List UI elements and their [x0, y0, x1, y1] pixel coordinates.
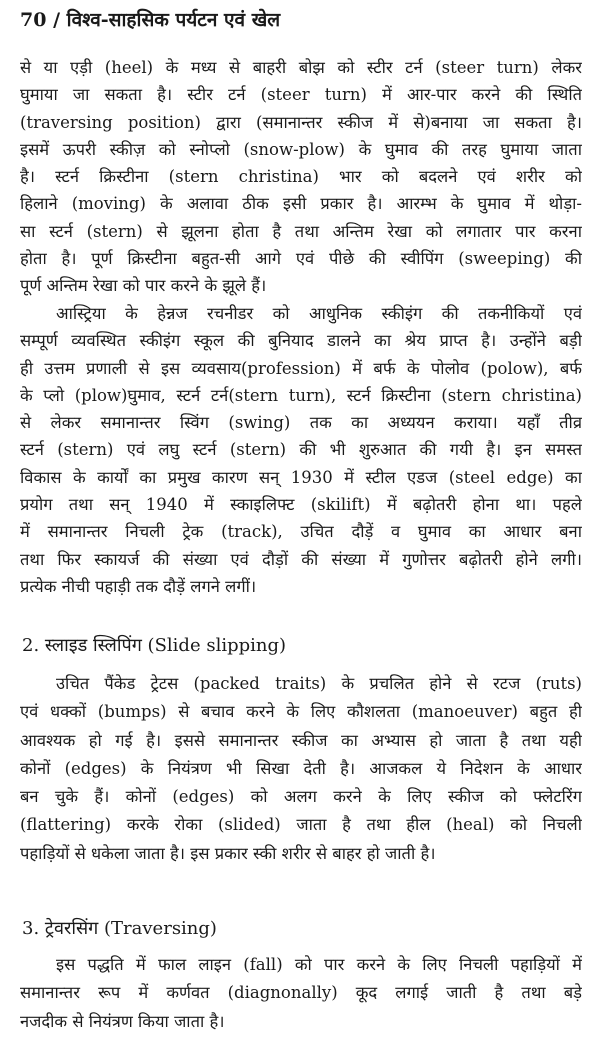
text-line: नजदीक से नियंत्रण किया जाता है। [20, 1011, 225, 1031]
text-line: पूर्ण अन्तिम रेखा को पार करने के झूले हैं। [20, 276, 267, 296]
text-line: पहाड़ियों से धकेला जाता है। इस प्रकार स्की शरीर से बाहर हो जाती है। [20, 843, 436, 863]
text-line: के प्लो (plow)घुमाव, स्टर्न टर्न(stern turn), स्टर्न क्रिस्टीना (stern christina) [20, 385, 582, 405]
text-line: स्टर्न (stern) एवं लघु स्टर्न (stern) की भी शुरुआत की गयी है। इन समस्त [20, 440, 582, 460]
text-line: विकास के कार्यों का प्रमुख कारण सन् 1930 में स्टील एडज (steel edge) का [20, 467, 582, 487]
text-line: सम्पूर्ण व्यवस्थित स्कीइंग स्कूल की बुनियाद डालने का श्रेय प्राप्त है। उन्होंने बड़ी [20, 331, 582, 351]
text-line: होता है। पूर्ण क्रिस्टीना बहुत-सी आगे एवं पीछे की स्वीपिंग (sweeping) की [20, 249, 582, 269]
section-heading: 3. ट्रेवरसिंग (Traversing) [22, 918, 217, 939]
header-separator: / [53, 9, 61, 31]
text-line: कोनों (edges) के नियंत्रण भी सिखा देती है। आजकल ये निदेशन के आधार [20, 758, 582, 778]
text-line: घुमाया जा सकता है। स्टीर टर्न (steer turn) में आर-पार करने की स्थिति [20, 85, 582, 105]
running-header [20, 6, 280, 32]
text-line: इसमें ऊपरी स्कीज़ को स्नोप्लो (snow-plow) के घुमाव की तरह घुमाया जाता [20, 139, 582, 159]
text-line: तथा फिर स्कायर्ज की संख्या एवं दौड़ों की संख्या में गुणोत्तर बढ़ोतरी होने लगी। [20, 549, 582, 569]
text-line: एवं धक्कों (bumps) से बचाव करने के लिए कौशलता (manoeuver) बहुत ही [20, 702, 582, 722]
text-line: (flattering) करके रोका (slided) जाता है तथा हील (heal) को निचली [20, 815, 582, 835]
page-number: 70 [20, 9, 47, 31]
text-line: सा स्टर्न (stern) से झूलना होता है तथा अन्तिम रेखा को लगातार पार करना [20, 221, 582, 241]
text-line: प्रयोग तथा सन् 1940 में स्काइलिफ्ट (skilift) में बढ़ोतरी होना था। पहले [20, 495, 582, 515]
paragraph [20, 951, 582, 1036]
text-line: समानान्तर रूप में कर्णवत (diagnonally) कूद लगाई जाती है तथा बड़े [20, 983, 582, 1003]
text-line: आवश्यक हो गई है। इससे समानान्तर स्कीज का अभ्यास हो जाता है तथा यही [20, 730, 582, 750]
text-line: इस पद्धति में फाल लाइन (fall) को पार करने के लिए निचली पहाड़ियों में [56, 955, 582, 974]
text-line: से लेकर समानान्तर स्विंग (swing) तक का अध्ययन कराया। यहाँ तीव्र [20, 413, 582, 433]
book-title: विश्व-साहसिक पर्यटन एवं खेल [66, 9, 281, 31]
text-line: हिलाने (moving) के अलावा ठीक इसी प्रकार है। आरम्भ के घुमाव में थोड़ा- [20, 194, 582, 214]
text-line: बन चुके हैं। कोनों (edges) को अलग करने के लिए स्कीज को फ्लेटरिंग [20, 787, 582, 807]
text-line: से या एड़ी (heel) के मध्य से बाहरी बोझ को स्टीर टर्न (steer turn) लेकर [20, 58, 582, 77]
paragraph [20, 300, 582, 600]
text-line: आस्ट्रिया के हेन्नज रचनीडर को आधुनिक स्कीइंग की तकनीकियों एवं [56, 304, 582, 323]
paragraph [20, 54, 582, 300]
paragraph [20, 670, 582, 868]
text-line: प्रत्येक नीची पहाड़ी तक दौड़ें लगने लगीं। [20, 576, 257, 596]
text-line: में समानान्तर निचली ट्रेक (track), उचित दौड़ें व घुमाव का आधार बना [20, 522, 582, 542]
text-line: उचित पैंकेड ट्रेटस (packed traits) के प्रचलित होने से रटज (ruts) [56, 674, 582, 693]
text-line: है। स्टर्न क्रिस्टीना (stern christina) भार को बदलने एवं शरीर को [20, 167, 582, 187]
text-line: (traversing position) द्वारा (समानान्तर स्कीज में से)बनाया जा सकता है। [20, 112, 582, 132]
text-line: ही उत्तम प्रणाली से इस व्यवसाय(profession) में बर्फ के पोलोव (polow), बर्फ [20, 358, 582, 378]
section-heading: 2. स्लाइड स्लिपिंग (Slide slipping) [22, 635, 287, 656]
